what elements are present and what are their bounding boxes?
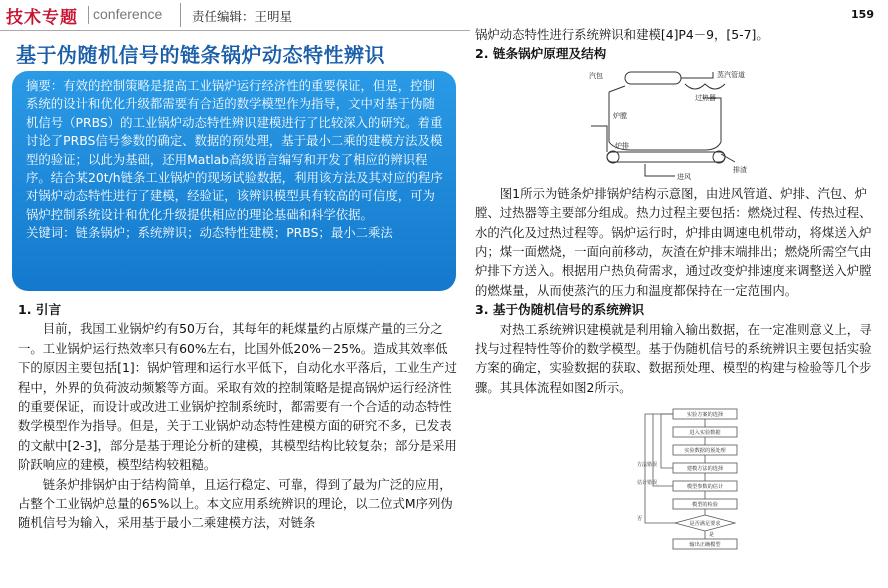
left-column [18,300,458,533]
right-column [475,25,883,555]
flow-step-5: 模型参数的估计 [686,484,724,491]
flow-side-method-error: 方法错误 [637,462,658,469]
abstract-box [12,71,456,291]
boiler-diagram [585,68,765,184]
keywords: 关键词：链条锅炉；系统辨识；动态特性建模；PRBS；最小二乘法 [26,225,393,241]
header-divider [180,3,181,27]
flow-step-final: 输出正确模型 [689,542,721,549]
brand-divider [88,6,89,24]
flow-side-yes: 是 [709,532,715,539]
header-rule [0,30,470,31]
article-title: 基于伪随机信号的链条锅炉动态特性辨识 [16,43,385,67]
section-heading-principle: 2. 链条锅炉原理及结构 [475,46,607,62]
continued-text: 锅炉动态特性进行系统辨识和建模[4]P4－9，[5-7]。 [475,27,769,42]
flow-step-3: 实验数据的预处理 [684,448,726,455]
fig1-label-drum: 汽包 [589,71,603,80]
flow-side-no: 否 [637,516,643,523]
fig1-label-steam-pipe: 蒸汽管道 [717,70,745,79]
flow-step-4: 建模方法的选择 [686,466,724,473]
fig1-label-superheater: 过热器 [695,93,716,102]
flow-step-1: 实验方案的选择 [686,412,724,419]
editor-credit: 责任编辑：王明星 [192,9,293,24]
intro-paragraph-1: 目前，我国工业锅炉约有50万台，其每年的耗煤量约占原煤产量的三分之一。工业锅炉运行热效率只有60%左右，比国外低20%－25%。造成其效率低下的原因主要包括[1]：锅炉管理和运行水平低下，自动化水平落后，工业生产过程中，外界的负荷波动频繁等方面。采取有效的控制策略是提高锅炉运行经济性的重要保证，而设计或改进工业锅炉控制系统时，都需要有一个合适的动态特性数学模型作为指导。但是，关于工业锅炉动态特性建模方面的研究不多，已发表的文献中[2-3]，部分是基于理论分析的建模，其模型结构比较复杂；部分是采用阶跃响应的建模，模型结构较粗糙。 [18,321,457,473]
intro-paragraph-2: 链条炉排锅炉由于结构简单，且运行稳定、可靠，得到了最为广泛的应用，占整个工业锅炉总量的65%以上。本文应用系统辨识的理论，以二位式M序列伪随机信号为输入，采用基于最小二乘建模方法，对链条 [18,476,453,531]
flowchart-diagram [635,405,765,555]
section-brand: 技术专题 [6,8,78,28]
flow-decision: 是否满足要求 [689,521,721,528]
section-subtitle: conference [93,6,163,22]
fig1-label-slag: 排渣 [733,165,747,174]
flowchart-figure [635,405,765,555]
fig1-label-air-inlet: 进风 [677,172,691,181]
flow-step-2: 进入实验数据 [689,430,721,437]
flow-step-6: 模型的检验 [692,502,718,509]
principle-paragraph: 图1所示为链条炉排锅炉结构示意图，由进风管道、炉排、汽包、炉膛、过热器等主要部分组成。热力过程主要包括：燃烧过程、传热过程、水的汽化及过热过程等。锅炉运行时，炉排由调速电机带动，将煤送入炉内；煤一面燃烧，一面向前移动，灰渣在炉排末端排出；燃烧所需空气由炉排下方送入。根据用户热负荷需求，通过改变炉排速度来调整送入炉膛的燃煤量，从而使蒸汽的压力和温度都保持在一定范围内。 [475,185,872,298]
section-heading-intro: 1. 引言 [18,302,62,317]
fig1-label-furnace: 炉膛 [613,111,627,120]
fig1-label-grate: 炉排 [615,141,629,150]
flow-side-estimate-error: 估计错误 [637,480,658,487]
identification-paragraph: 对热工系统辨识建模就是利用输入输出数据，在一定准则意义上，寻找与过程特性等价的数学模型。基于伪随机信号的系统辨识主要包括实验方案的确定，实验数据的获取、数据预处理、模型的构建与检验等几个步骤。其具体流程如图2所示。 [475,321,872,395]
page-number: 159 [851,8,874,21]
abstract-text: 摘要：有效的控制策略是提高工业锅炉运行经济性的重要保证，但是，控制系统的设计和优化升级都需要有合适的数学模型作为指导，文中对基于伪随机信号（PRBS）的工业锅炉动态特性辨识建模进行了比较深入的研究。着重讨论了PRBS信号参数的确定、数据的预处理，基于最小二乘的建模方法及模型的验证；以此为基础，还用Matlab高级语言编写和开发了相应的辨识程序。结合某20t/h链条工业锅炉的现场试验数据，利用该方法及其对应的程序对锅炉动态特性进行了建模，经验证，该辨识模型具有较高的可信度，可为锅炉控制系统设计和优化升级提供相应的理论基础和科学依据。 [26,78,443,222]
boiler-structure-figure [585,68,765,184]
section-heading-identification: 3. 基于伪随机信号的系统辨识 [475,302,645,318]
